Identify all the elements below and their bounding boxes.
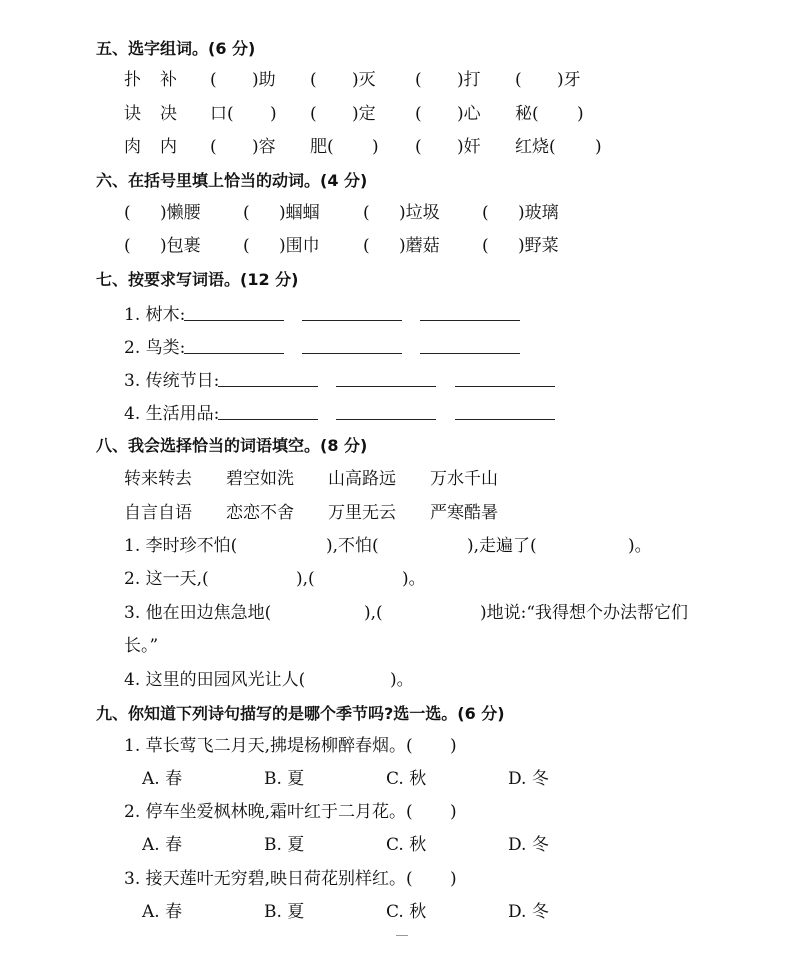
- char: 补: [160, 70, 177, 90]
- option-b[interactable]: B. 夏: [264, 835, 305, 855]
- blank-open[interactable]: (: [415, 70, 422, 90]
- option-c[interactable]: C. 秋: [386, 835, 427, 855]
- item-label: 1. 树木:: [124, 305, 186, 325]
- word: )牙: [557, 70, 581, 90]
- section-9-title: 九、你知道下列诗句描写的是哪个季节吗?选一选。(6 分): [96, 704, 505, 723]
- char: 肉: [124, 137, 141, 157]
- blank-open[interactable]: (: [243, 203, 250, 223]
- word-option: 万里无云: [328, 503, 396, 523]
- q-text: )。: [390, 670, 414, 690]
- answer-line[interactable]: [184, 336, 284, 354]
- blank-open[interactable]: (: [363, 236, 370, 256]
- q-text: ),(: [296, 569, 315, 589]
- q-text: 3. 接天莲叶无穷碧,映日荷花别样红。(: [124, 869, 413, 889]
- word[interactable]: 秘(: [515, 104, 539, 124]
- blank-open[interactable]: (: [415, 104, 422, 124]
- item-label: 3. 传统节日:: [124, 371, 220, 391]
- word: )包裹: [160, 236, 201, 256]
- word: )野菜: [518, 236, 559, 256]
- word-option: 恋恋不舍: [226, 503, 294, 523]
- blank-open[interactable]: (: [415, 137, 422, 157]
- word-option: 转来转去: [124, 469, 192, 489]
- section-8-title: 八、我会选择恰当的词语填空。(8 分): [96, 436, 368, 455]
- blank-open[interactable]: (: [482, 203, 489, 223]
- q-text: 2. 这一天,(: [124, 569, 209, 589]
- answer-line[interactable]: [420, 336, 520, 354]
- blank-close: ): [450, 736, 457, 756]
- answer-line[interactable]: [184, 303, 284, 321]
- q-text: )。: [628, 536, 652, 556]
- char: 决: [160, 104, 177, 124]
- section-6-title: 六、在括号里填上恰当的动词。(4 分): [96, 171, 368, 190]
- word: )围巾: [279, 236, 320, 256]
- word[interactable]: 红烧(: [515, 137, 556, 157]
- blank-close: ): [595, 137, 602, 157]
- word-option: 自言自语: [124, 503, 192, 523]
- option-d[interactable]: D. 冬: [508, 769, 549, 789]
- word: )懒腰: [160, 203, 201, 223]
- blank-close: ): [577, 104, 584, 124]
- q-text: 3. 他在田边焦急地(: [124, 603, 272, 623]
- answer-line[interactable]: [455, 402, 555, 420]
- option-d[interactable]: D. 冬: [508, 902, 549, 922]
- char: 扑: [124, 70, 141, 90]
- blank-close: ): [270, 104, 277, 124]
- item-label: 4. 生活用品:: [124, 404, 220, 424]
- blank-open[interactable]: (: [210, 137, 217, 157]
- q-text: 1. 草长莺飞二月天,拂堤杨柳醉春烟。(: [124, 736, 413, 756]
- answer-line[interactable]: [302, 303, 402, 321]
- word-option: 严寒酷暑: [430, 503, 498, 523]
- answer-line[interactable]: [455, 369, 555, 387]
- blank-open[interactable]: (: [124, 203, 131, 223]
- blank-close: ): [450, 802, 457, 822]
- word: )奸: [457, 137, 481, 157]
- blank-open[interactable]: (: [515, 70, 522, 90]
- sec8-question-3-cont: 长。”: [124, 636, 159, 656]
- option-d[interactable]: D. 冬: [508, 835, 549, 855]
- word: )心: [457, 104, 481, 124]
- word: )玻璃: [518, 203, 559, 223]
- word: )容: [252, 137, 276, 157]
- option-c[interactable]: C. 秋: [386, 769, 427, 789]
- option-a[interactable]: A. 春: [142, 769, 183, 789]
- char: 诀: [124, 104, 141, 124]
- q-text: 4. 这里的田园风光让人(: [124, 670, 306, 690]
- blank-open[interactable]: (: [310, 104, 317, 124]
- option-c[interactable]: C. 秋: [386, 902, 427, 922]
- q-text: ),走遍了(: [467, 536, 537, 556]
- blank-open[interactable]: (: [310, 70, 317, 90]
- blank-open[interactable]: (: [363, 203, 370, 223]
- q-text: )地说:“我得想个办法帮它们: [480, 603, 689, 623]
- option-b[interactable]: B. 夏: [264, 902, 305, 922]
- word: )打: [457, 70, 481, 90]
- blank-open[interactable]: (: [210, 70, 217, 90]
- word: )蘑菇: [399, 236, 440, 256]
- section-7-title: 七、按要求写词语。(12 分): [96, 270, 299, 289]
- q-text: 1. 李时珍不怕(: [124, 536, 238, 556]
- section-5-title: 五、选字组词。(6 分): [96, 39, 256, 58]
- word: )助: [252, 70, 276, 90]
- blank-open[interactable]: (: [124, 236, 131, 256]
- blank-open[interactable]: (: [482, 236, 489, 256]
- blank-open[interactable]: (: [243, 236, 250, 256]
- word: )垃圾: [399, 203, 440, 223]
- char: 内: [160, 137, 177, 157]
- answer-line[interactable]: [218, 369, 318, 387]
- word: )蝈蝈: [279, 203, 320, 223]
- page-footer-mark: [396, 935, 408, 936]
- answer-line[interactable]: [218, 402, 318, 420]
- word: )定: [352, 104, 376, 124]
- q-text: )。: [402, 569, 426, 589]
- q-text: ),(: [364, 603, 383, 623]
- word-option: 碧空如洗: [226, 469, 294, 489]
- q-text: 2. 停车坐爱枫林晚,霜叶红于二月花。(: [124, 802, 413, 822]
- option-b[interactable]: B. 夏: [264, 769, 305, 789]
- word-option: 山高路远: [328, 469, 396, 489]
- option-a[interactable]: A. 春: [142, 902, 183, 922]
- answer-line[interactable]: [336, 369, 436, 387]
- item-label: 2. 鸟类:: [124, 338, 186, 358]
- answer-line[interactable]: [336, 402, 436, 420]
- blank-close: ): [450, 869, 457, 889]
- option-a[interactable]: A. 春: [142, 835, 183, 855]
- word-option: 万水千山: [430, 469, 498, 489]
- q-text: ),不怕(: [326, 536, 379, 556]
- blank-close: ): [372, 137, 379, 157]
- word: )灭: [352, 70, 376, 90]
- word[interactable]: 口(: [210, 104, 234, 124]
- answer-line[interactable]: [420, 303, 520, 321]
- answer-line[interactable]: [302, 336, 402, 354]
- word[interactable]: 肥(: [310, 137, 334, 157]
